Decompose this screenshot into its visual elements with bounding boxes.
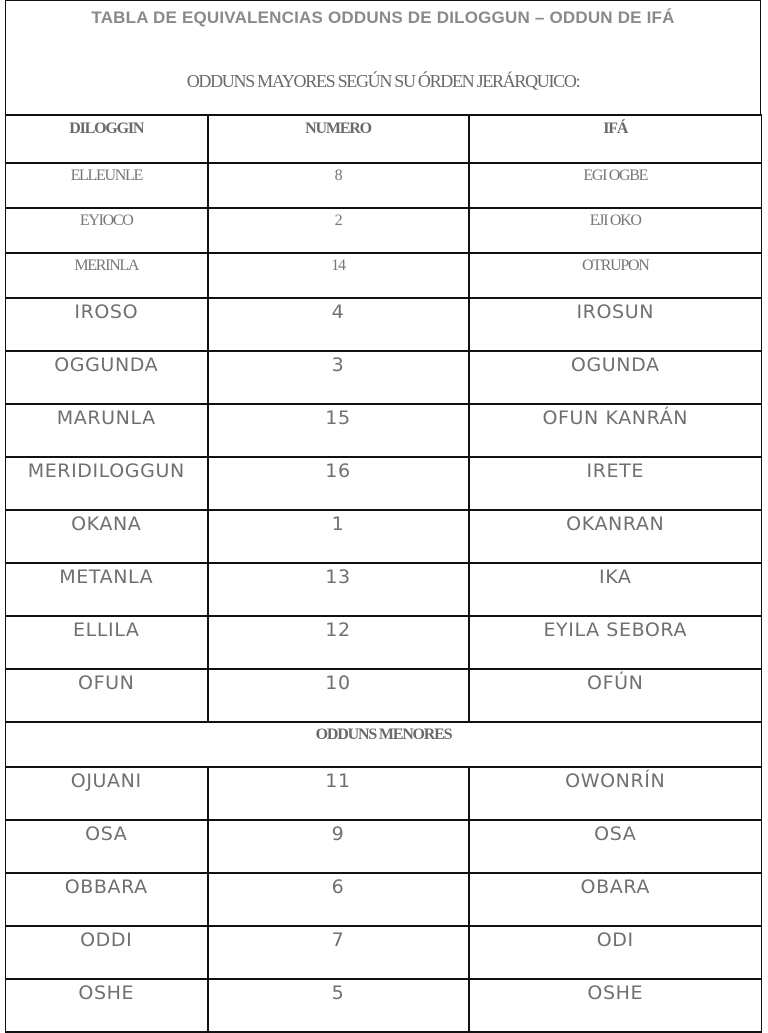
table-row [6,767,762,820]
cell-ifa: IRETE [469,457,762,510]
cell-numero: 10 [208,669,469,722]
cell-numero: 3 [208,351,469,404]
cell-numero: 8 [208,163,469,208]
cell-diloggun: EYIOCO [6,208,208,253]
cell-numero: 13 [208,563,469,616]
cell-ifa: OWONRÍN [469,767,762,820]
table-row [6,163,762,208]
cell-diloggun: OSHE [6,979,208,1032]
column-header-diloggun: DILOGGIN [6,115,208,163]
cell-numero: 14 [208,253,469,298]
table-row [6,820,762,873]
cell-numero: 6 [208,873,469,926]
cell-numero: 5 [208,979,469,1032]
cell-ifa: OBARA [469,873,762,926]
page-title: TABLA DE EQUIVALENCIAS ODDUNS DE DILOGGUN – ODDUN DE IFÁ [91,8,675,27]
header-box [5,0,761,116]
cell-numero: 12 [208,616,469,669]
cell-ifa: OFÚN [469,669,762,722]
table-row [6,669,762,722]
section-title-menores: ODDUNS MENORES [6,722,762,767]
column-header-numero: NUMERO [208,115,469,163]
table-row [6,979,762,1032]
cell-diloggun: IROSO [6,298,208,351]
equivalence-table [5,114,762,1033]
cell-ifa: ODI [469,926,762,979]
cell-numero: 1 [208,510,469,563]
cell-diloggun: METANLA [6,563,208,616]
cell-numero: 15 [208,404,469,457]
cell-ifa: OSHE [469,979,762,1032]
cell-diloggun: MERIDILOGGUN [6,457,208,510]
cell-ifa: OKANRAN [469,510,762,563]
cell-ifa: EJI OKO [469,208,762,253]
cell-ifa: OSA [469,820,762,873]
table-row [6,457,762,510]
section-header-row [6,722,762,767]
cell-numero: 7 [208,926,469,979]
cell-ifa: OTRUPON [469,253,762,298]
cell-diloggun: ELLILA [6,616,208,669]
cell-diloggun: OSA [6,820,208,873]
table-row [6,616,762,669]
page-subtitle: ODDUNS MAYORES SEGÚN SU ÓRDEN JERÁRQUICO: [186,71,580,91]
table-row [6,351,762,404]
cell-diloggun: OFUN [6,669,208,722]
table-row [6,873,762,926]
cell-numero: 9 [208,820,469,873]
cell-numero: 16 [208,457,469,510]
cell-diloggun: ODDI [6,926,208,979]
table-row [6,208,762,253]
cell-diloggun: ELLEUNLE [6,163,208,208]
cell-ifa: EYILA SEBORA [469,616,762,669]
table-row [6,926,762,979]
cell-numero: 11 [208,767,469,820]
table-row [6,298,762,351]
table-header-row [6,115,762,163]
cell-ifa: EGI OGBE [469,163,762,208]
table-row [6,563,762,616]
cell-ifa: IKA [469,563,762,616]
cell-diloggun: MERINLA [6,253,208,298]
cell-ifa: OFUN KANRÁN [469,404,762,457]
cell-diloggun: MARUNLA [6,404,208,457]
table-row [6,510,762,563]
cell-numero: 4 [208,298,469,351]
column-header-ifa: IFÁ [469,115,762,163]
cell-diloggun: OGGUNDA [6,351,208,404]
cell-diloggun: OKANA [6,510,208,563]
cell-diloggun: OBBARA [6,873,208,926]
cell-ifa: IROSUN [469,298,762,351]
table-row [6,253,762,298]
cell-numero: 2 [208,208,469,253]
cell-diloggun: OJUANI [6,767,208,820]
cell-ifa: OGUNDA [469,351,762,404]
table-row [6,404,762,457]
